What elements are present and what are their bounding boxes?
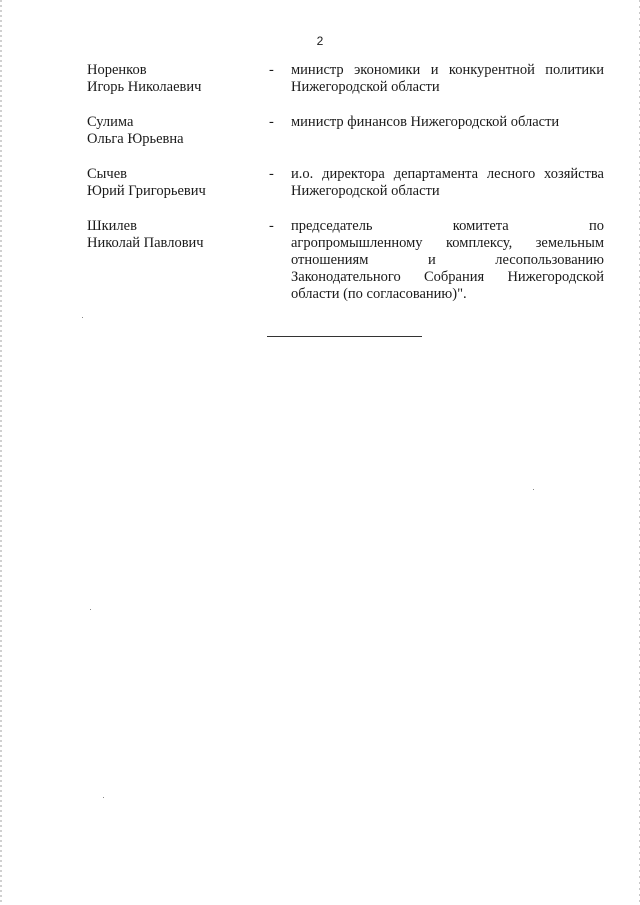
member-surname: Сулима (87, 114, 134, 130)
member-entry (87, 166, 604, 200)
role-line: Законодательного Собрания Нижегородской (291, 269, 604, 285)
role-line: агропромышленному комплексу, земельным (291, 235, 604, 251)
member-dash: - (269, 114, 274, 130)
page-number: 2 (316, 34, 324, 48)
member-name (87, 218, 257, 252)
member-given-names: Игорь Николаевич (87, 79, 202, 95)
member-entry (87, 114, 604, 148)
role-line: области (по согласованию)". (291, 286, 467, 302)
member-given-names: Николай Павлович (87, 235, 204, 251)
member-role (291, 114, 604, 148)
member-name (87, 62, 257, 96)
members-list (87, 62, 604, 303)
member-dash: - (269, 166, 274, 182)
role-line: Нижегородской области (291, 79, 440, 95)
member-surname: Норенков (87, 62, 147, 78)
member-surname: Шкилев (87, 218, 137, 234)
scan-left-edge (0, 0, 2, 905)
role-line: министр экономики и конкурентной политики (291, 62, 604, 78)
role-line: и.о. директора департамента лесного хозяйства (291, 166, 604, 182)
closing-divider (267, 336, 422, 337)
scan-speck (82, 317, 83, 318)
member-name (87, 114, 257, 148)
scan-speck (533, 489, 534, 490)
member-dash: - (269, 62, 274, 78)
member-role (291, 166, 604, 200)
member-dash: - (269, 218, 274, 234)
member-entry (87, 62, 604, 96)
role-line: министр финансов Нижегородской области (291, 114, 560, 130)
member-role (291, 62, 604, 96)
role-line: Нижегородской области (291, 183, 440, 199)
member-name (87, 166, 257, 200)
member-entry (87, 218, 604, 303)
member-surname: Сычев (87, 166, 127, 182)
role-line: председатель комитета по (291, 218, 604, 234)
role-line: отношениям и лесопользованию (291, 252, 604, 268)
member-role (291, 218, 604, 303)
scan-speck (90, 609, 91, 610)
scan-speck (103, 797, 104, 798)
member-given-names: Юрий Григорьевич (87, 183, 206, 199)
member-given-names: Ольга Юрьевна (87, 131, 184, 147)
